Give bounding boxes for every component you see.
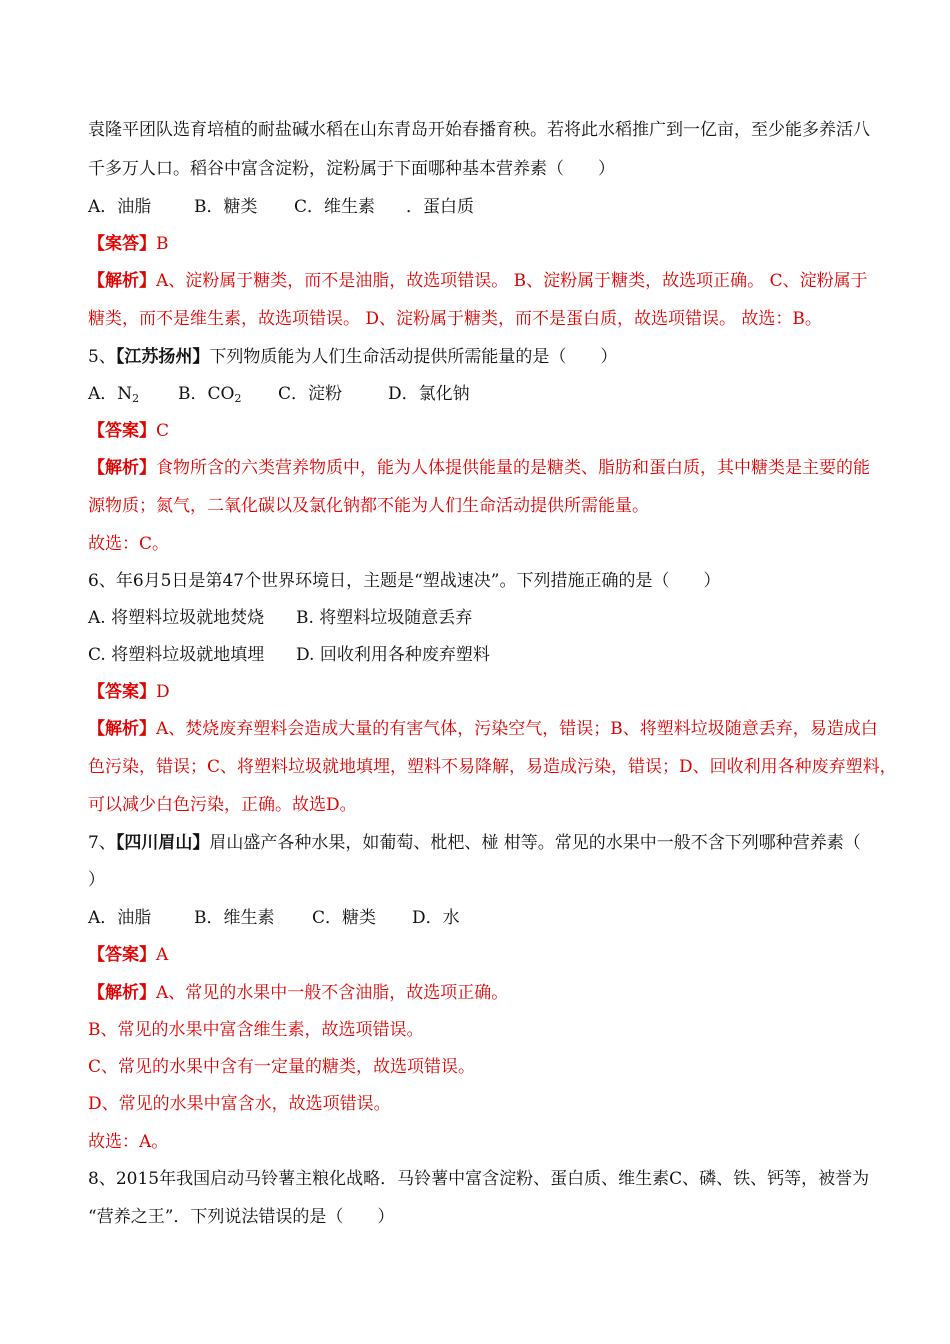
- q5-answer-label: 【答案】: [88, 421, 156, 441]
- q7-analysis-line-4: D、常见的水果中富含水，故选项错误。: [88, 1094, 391, 1114]
- q6-answer-value: D: [156, 682, 170, 702]
- q5-analysis-label: 【解析】: [88, 458, 156, 478]
- q5-option-b-text: B．CO: [178, 384, 235, 404]
- q7-source: 【四川眉山】: [115, 833, 210, 853]
- q5-option-b: [178, 383, 278, 410]
- q7-stem-text: 眉山盛产各种水果，如葡萄、枇杷、椪 柑等。常见的水果中一般不含下列哪种营养素（: [209, 833, 861, 853]
- q6-analysis-line-1: [88, 718, 880, 740]
- q4-analysis-line-1: [88, 270, 880, 292]
- q4-answer-label: 【案答】: [88, 234, 156, 254]
- q5-answer: [88, 420, 880, 442]
- q6-stem: 6、年6月5日是第47个世界环境日，主题是“塑战速决”。下列措施正确的是（ ）: [88, 571, 721, 591]
- q6-options-row-2: [88, 644, 880, 666]
- q6-option-a: A. 将塑料垃圾就地焚烧: [88, 608, 265, 628]
- q5-stem: [88, 346, 880, 368]
- q6-options-row-1: [88, 607, 880, 629]
- q5-number: 5、: [88, 347, 116, 367]
- q7-analysis-text-1: A、常见的水果中一般不含油脂，故选项正确。: [156, 983, 509, 1003]
- q4-analysis-label: 【解析】: [88, 271, 156, 291]
- q7-analysis-label: 【解析】: [88, 983, 156, 1003]
- q5-option-d: D．氯化钠: [388, 384, 470, 404]
- q6-option-d: D. 回收利用各种废弃塑料: [296, 645, 490, 665]
- q7-conclusion: 故选：A。: [88, 1132, 169, 1152]
- q8-stem-line-1: 8、2015年我国启动马铃薯主粮化战略．马铃薯中富含淀粉、蛋白质、维生素C、磷、铁、钙等，被誉为: [88, 1169, 870, 1189]
- q5-conclusion: 故选：C。: [88, 534, 170, 554]
- q7-option-c: C．糖类: [312, 908, 377, 928]
- q7-analysis-line-3: C、常见的水果中含有一定量的糖类，故选项错误。: [88, 1057, 476, 1077]
- q6-analysis-text-1: A、焚烧废弃塑料会造成大量的有害气体，污染空气，错误；B、将塑料垃圾随意丢弃，易造成白: [156, 719, 878, 739]
- q6-answer-label: 【答案】: [88, 682, 156, 702]
- q7-option-a: A．油脂: [88, 908, 152, 928]
- q7-analysis-line-1: [88, 982, 880, 1004]
- q7-option-d: D．水: [412, 908, 460, 928]
- q4-option-d: ．蛋白质: [406, 197, 474, 217]
- q6-analysis-label: 【解析】: [88, 719, 156, 739]
- q5-option-a-sub: 2: [132, 392, 140, 405]
- q5-answer-value: C: [156, 421, 170, 441]
- q4-answer: [88, 233, 880, 255]
- q4-stem-line-1: 袁隆平团队选育培植的耐盐碱水稻在山东青岛开始春播育秧。若将此水稻推广到一亿亩，至少能多养活八: [88, 120, 870, 140]
- q4-option-c: C．维生素: [294, 197, 376, 217]
- q7-number: 7、: [88, 833, 116, 853]
- q7-answer-label: 【答案】: [88, 945, 156, 965]
- q7-option-b: B．维生素: [194, 908, 275, 928]
- q8-stem-line-2: “营养之王”．下列说法错误的是（ ）: [88, 1207, 395, 1227]
- q4-answer-value: B: [156, 234, 169, 254]
- q5-analysis-line-2: 源物质；氮气，二氧化碳以及氯化钠都不能为人们生命活动提供所需能量。: [88, 496, 649, 516]
- q7-answer-value: A: [156, 945, 169, 965]
- q7-stem-line-1: [88, 832, 880, 854]
- q5-stem-text: 下列物质能为人们生命活动提供所需能量的是（ ）: [209, 347, 618, 367]
- q4-options: [88, 196, 880, 218]
- q6-answer: [88, 681, 880, 703]
- q4-stem-line-2: 千多万人口。稻谷中富含淀粉，淀粉属于下面哪种基本营养素（ ）: [88, 159, 615, 179]
- q7-analysis-line-2: B、常见的水果中富含维生素，故选项错误。: [88, 1020, 424, 1040]
- q7-stem-line-2: ）: [88, 870, 105, 890]
- q7-answer: [88, 944, 880, 966]
- q6-option-b: B. 将塑料垃圾随意丢弃: [296, 608, 473, 628]
- q5-analysis-text-1: 食物所含的六类营养物质中，能为人体提供能量的是糖类、脂肪和蛋白质，其中糖类是主要的能: [156, 458, 870, 478]
- q5-option-a-text: A．N: [88, 384, 133, 404]
- q6-option-c: C. 将塑料垃圾就地填埋: [88, 645, 265, 665]
- q6-analysis-line-2: 色污染，错误；C、将塑料垃圾就地填埋，塑料不易降解，易造成污染，错误；D、回收利用各种废弃塑料，: [88, 757, 897, 777]
- q4-analysis-text-1: A、淀粉属于糖类，而不是油脂，故选项错误。 B、淀粉属于糖类，故选项正确。 C、淀粉属于: [156, 271, 868, 291]
- q5-options: [88, 383, 880, 410]
- q5-analysis-line-1: [88, 457, 880, 479]
- q5-option-c: C．淀粉: [278, 384, 343, 404]
- q4-analysis-line-2: 糖类，而不是维生素，故选项错误。 D、淀粉属于糖类，而不是蛋白质，故选项错误。 故选：B。: [88, 309, 822, 329]
- q4-option-b: B．糖类: [194, 197, 258, 217]
- q7-options: [88, 907, 880, 929]
- q5-source: 【江苏扬州】: [115, 347, 210, 367]
- q5-option-a: [88, 383, 178, 410]
- q5-option-b-sub: 2: [234, 392, 242, 405]
- q6-analysis-line-3: 可以减少白色污染，正确。故选D。: [88, 795, 357, 815]
- q4-option-a: A．油脂: [88, 197, 152, 217]
